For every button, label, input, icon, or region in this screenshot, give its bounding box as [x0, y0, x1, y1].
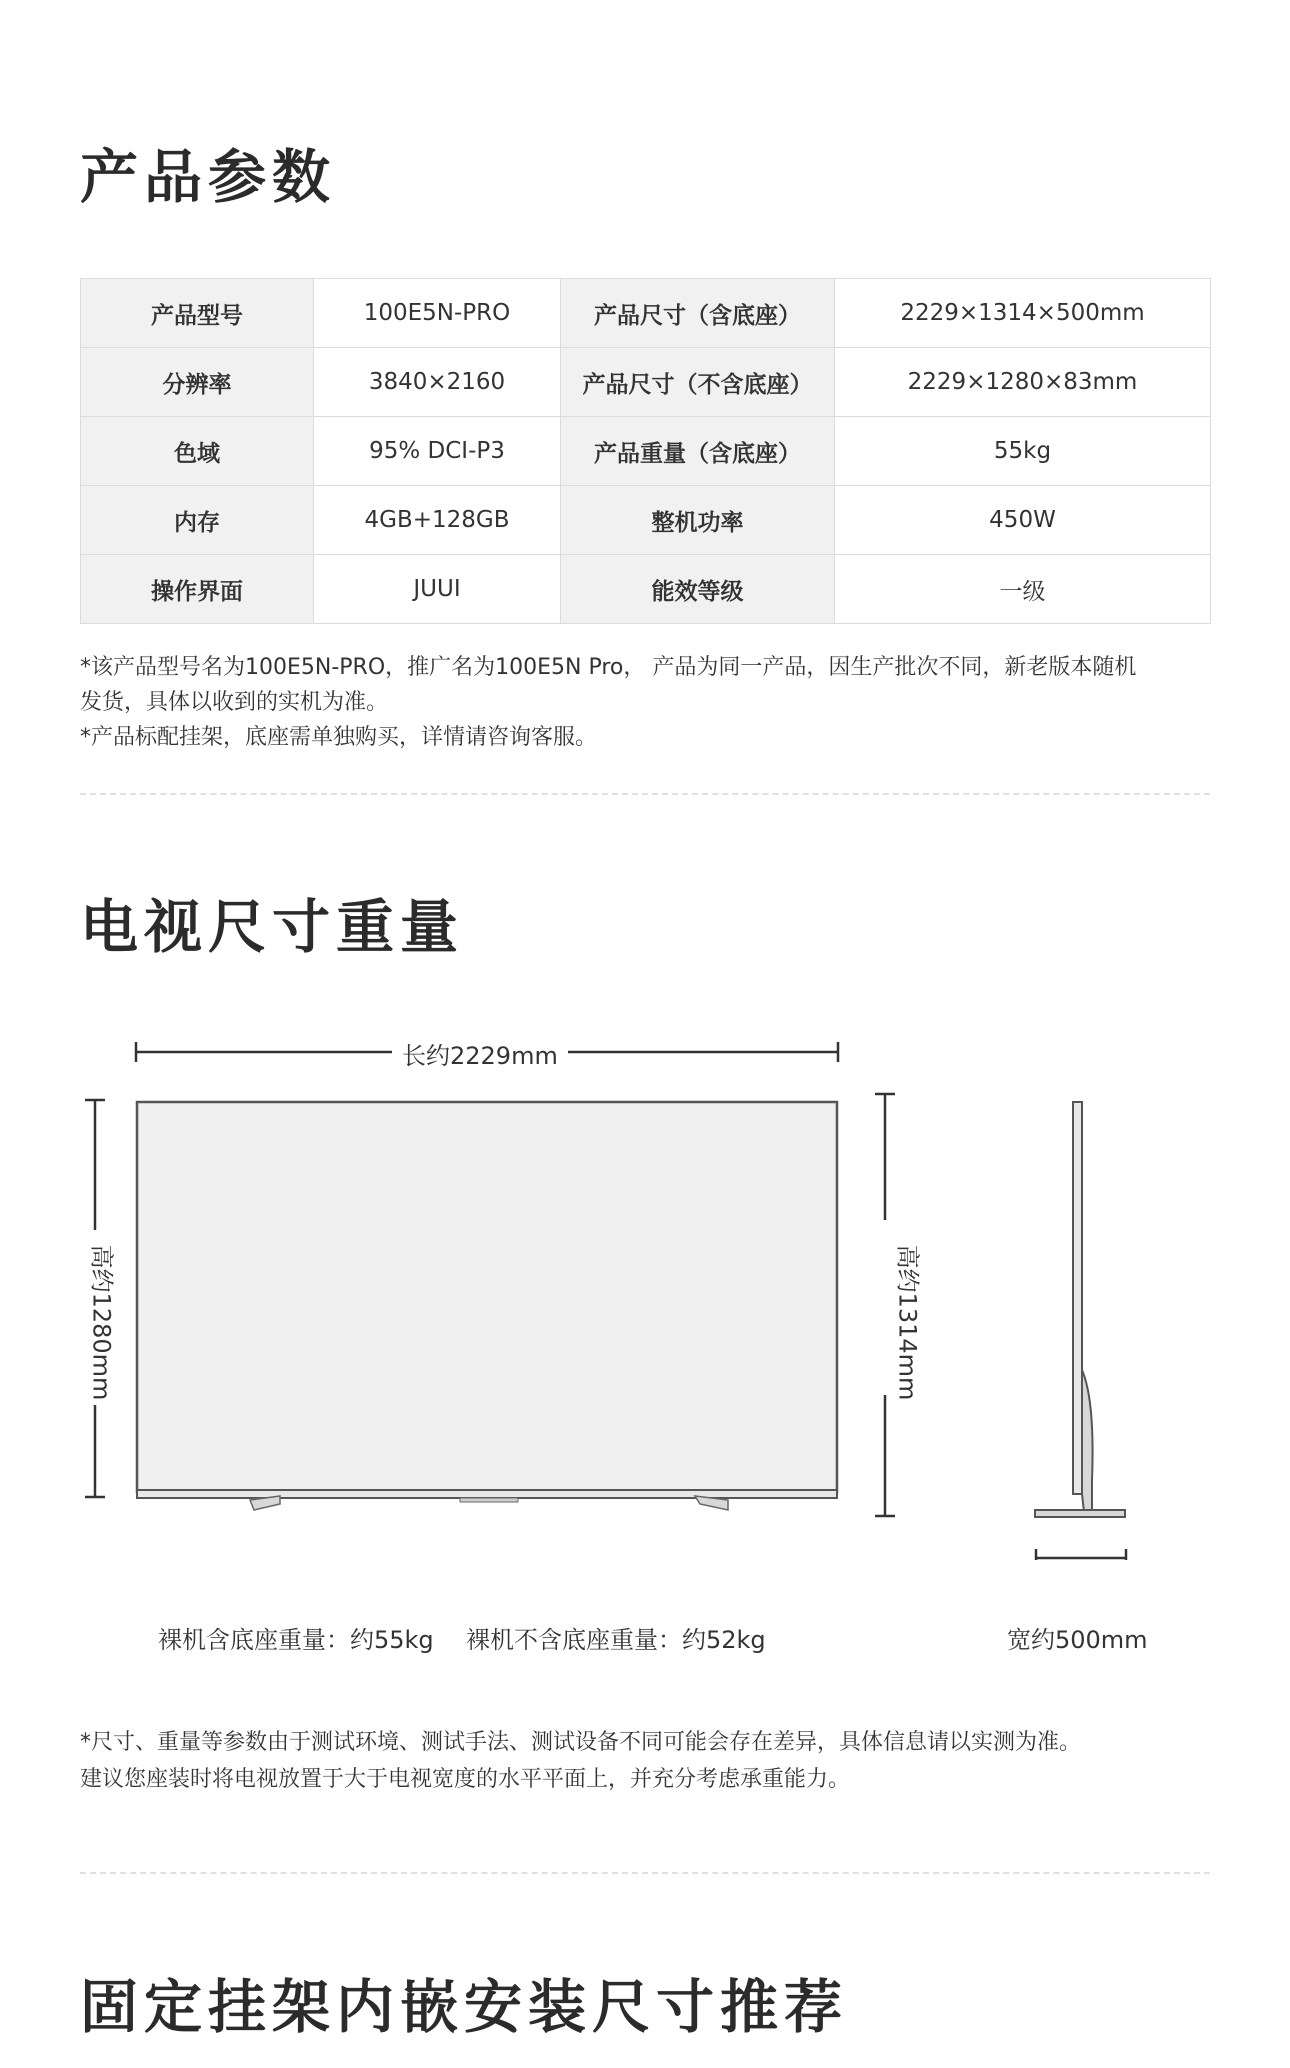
tv-front-outline [137, 1102, 837, 1510]
spec-value: 100E5N-PRO [314, 279, 561, 348]
weight-without-stand-label: 裸机不含底座重量：约52kg [466, 1626, 766, 1654]
height-with-stand-label: 高约1314mm [893, 1244, 922, 1401]
spec-key: 产品重量（含底座） [561, 417, 835, 486]
table-row [81, 279, 1211, 348]
spec-key: 色域 [81, 417, 314, 486]
specs-note: *该产品型号名为100E5N-PRO，推广名为100E5N Pro， 产品为同一产品，因生产批次不同，新老版本随机 [80, 655, 1137, 680]
spec-key: 产品尺寸（不含底座） [561, 348, 835, 417]
specs-section-title: 产品参数 [80, 143, 337, 211]
specs-note: 发货，具体以收到的实机为准。 [80, 690, 389, 715]
spec-key: 整机功率 [561, 486, 835, 555]
spec-value: 95% DCI-P3 [314, 417, 561, 486]
spec-key: 操作界面 [81, 555, 314, 624]
length-label: 长约2229mm [392, 1036, 568, 1071]
table-row [81, 486, 1211, 555]
spec-value: 一级 [835, 555, 1211, 624]
section-divider [80, 1872, 1210, 1874]
weight-with-stand-label: 裸机含底座重量：约55kg [158, 1626, 434, 1654]
width-label: 宽约500mm [1007, 1626, 1148, 1654]
spec-value: 450W [835, 486, 1211, 555]
specs-table [80, 278, 1211, 624]
specs-note: *产品标配挂架，底座需单独购买，详情请咨询客服。 [80, 725, 598, 750]
table-row [81, 417, 1211, 486]
spec-key: 分辨率 [81, 348, 314, 417]
spec-value: 4GB+128GB [314, 486, 561, 555]
table-row [81, 555, 1211, 624]
section-divider [80, 793, 1210, 795]
width-dimension-line [1036, 1549, 1126, 1560]
spec-value: JUUI [314, 555, 561, 624]
spec-key: 内存 [81, 486, 314, 555]
spec-value: 3840×2160 [314, 348, 561, 417]
dimension-note: *尺寸、重量等参数由于测试环境、测试手法、测试设备不同可能会存在差异，具体信息请以实测为准。 [80, 1730, 1082, 1755]
size-section-title: 电视尺寸重量 [80, 893, 465, 961]
mount-section-title: 固定挂架内嵌安装尺寸推荐 [80, 1973, 849, 2041]
tv-dimension-diagram [0, 1000, 1290, 1560]
spec-key: 产品型号 [81, 279, 314, 348]
spec-key: 产品尺寸（含底座） [561, 279, 835, 348]
spec-value: 55kg [835, 417, 1211, 486]
spec-value: 2229×1314×500mm [835, 279, 1211, 348]
dimension-note: 建议您座装时将电视放置于大于电视宽度的水平平面上，并充分考虑承重能力。 [80, 1767, 851, 1792]
spec-key: 能效等级 [561, 555, 835, 624]
table-row [81, 348, 1211, 417]
spec-value: 2229×1280×83mm [835, 348, 1211, 417]
tv-side-profile [1035, 1102, 1125, 1517]
height-no-stand-label: 高约1280mm [87, 1244, 116, 1401]
